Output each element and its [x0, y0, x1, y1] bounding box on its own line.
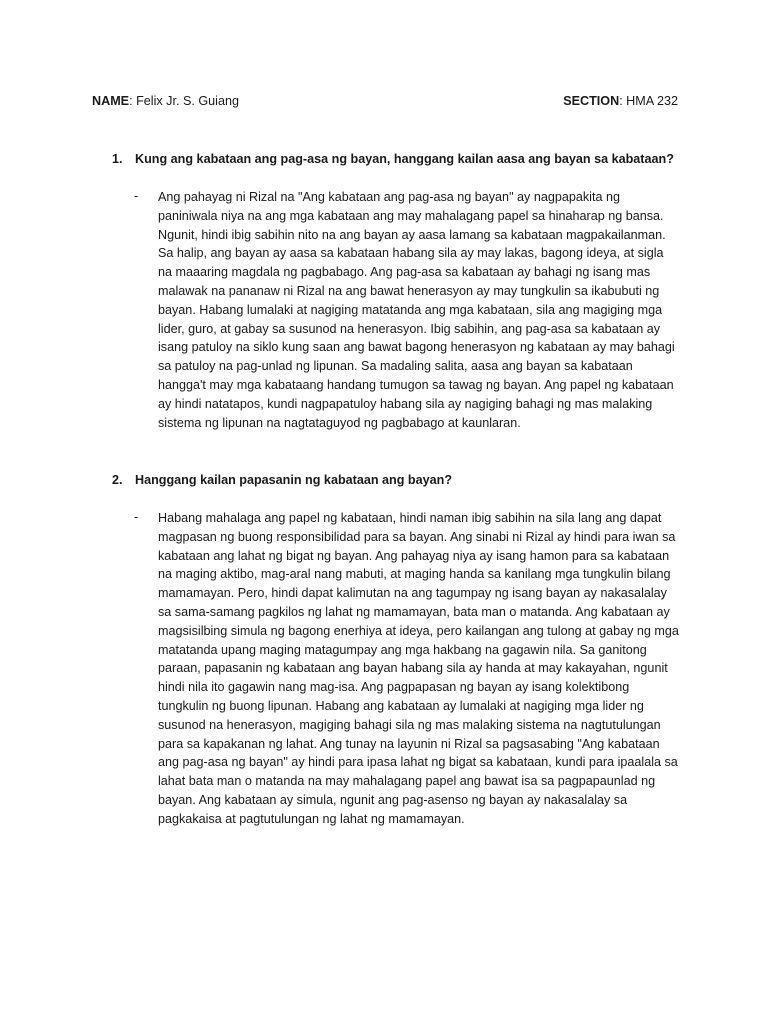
- question-2: [112, 473, 452, 487]
- question-1-number: 1.: [112, 152, 123, 166]
- section-field: [563, 94, 678, 108]
- name-label: NAME: [92, 94, 130, 108]
- question-1: [112, 152, 674, 166]
- answer-2-bullet: -: [134, 510, 139, 524]
- section-value: : HMA 232: [619, 94, 678, 108]
- question-1-text: Kung ang kabataan ang pag-asa ng bayan, hanggang kailan aasa ang bayan sa kabataan?: [135, 152, 674, 166]
- answer-1-paragraph: Ang pahayag ni Rizal na "Ang kabataan ang pag-asa ng bayan" ay nagpapakita ng paniniwala niya na ang mga kabataan ang may mahalagang papel sa hinaharap ng bansa. Ngunit, hindi ibig sabihin nito na ang bayan ay aasa lamang sa kabataan magpakailanman. Sa halip, ang bayan ay aasa sa kabataan habang sila ay may lakas, bagong ideya, at sigla na maaaring magdala ng pagbabago. Ang pag-asa sa kabataan ay bahagi ng isang mas malawak na pananaw ni Rizal na ang bawat henerasyon ay may tungkulin sa ikabubuti ng bayan. Habang lumalaki at nagiging matatanda ang mga kabataan, sila ang magiging mga lider, guro, at gabay sa susunod na henerasyon. Ibig sabihin, ang pag-asa sa kabataan ay isang patuloy na siklo kung saan ang bawat bagong henerasyon ng kabataan ay may bahagi sa patuloy na pag-unlad ng lipunan. Sa madaling salita, aasa ang bayan sa kabataan hangga't may mga kabataang handang tumugon sa tawag ng bayan. Ang papel ng kabataan ay hindi natatapos, kundi nagpapatuloy habang sila ay nagiging bahagi ng mas malaking sistema ng lipunan na nagtataguyod ng pagbabago at kaunlaran.: [158, 190, 675, 430]
- name-value: : Felix Jr. S. Guiang: [129, 94, 239, 108]
- section-label: SECTION: [563, 94, 620, 108]
- answer-2-paragraph: Habang mahalaga ang papel ng kabataan, hindi naman ibig sabihin na sila lang ang dapat magpasan ng buong responsibilidad para sa bayan. Ang sinabi ni Rizal ay hindi para iwan sa kabataan ang lahat ng bigat ng bayan. Ang pahayag niya ay isang hamon para sa kabataan na maging aktibo, mag-aral nang mabuti, at maging handa sa kanilang mga tungkulin bilang mamamayan. Pero, hindi dapat kalimutan na ang tagumpay ng isang bayan ay nakasalalay sa sama-samang pagkilos ng lahat ng mamamayan, bata man o matanda. Ang kabataan ay magsisilbing simula ng bagong enerhiya at ideya, pero kailangan ang tulong at gabay ng mga matatanda upang maging matagumpay ang mga hakbang na gagawin nila. Sa ganitong paraan, papasanin ng kabataan ang bayan habang sila ay handa at may kakayahan, ngunit hindi nila ito gagawin nang mag-isa. Ang pagpapasan ng bayan ay isang kolektibong tungkulin ng buong lipunan. Habang ang kabataan ay lumalaki at nagiging mga lider ng susunod na henerasyon, magiging bahagi sila ng mas malaking sistema na nagtutulungan para sa kapakanan ng lahat. Ang tunay na layunin ni Rizal sa pagsasabing "Ang kabataan ang pag-asa ng bayan" ay hindi para ipasa lahat ng bigat sa kabataan, kundi para ipaalala sa lahat bata man o matanda na may mahalagang papel ang bawat isa sa pagpapaunlad ng bayan. Ang kabataan ay simula, ngunit ang pag-asenso ng bayan ay nakasalalay sa pagkakaisa at pagtutulungan ng lahat ng mamamayan.: [158, 511, 679, 826]
- answer-1-bullet: -: [134, 189, 139, 203]
- header-row: [92, 94, 678, 112]
- question-2-number: 2.: [112, 473, 123, 487]
- name-field: [92, 94, 239, 108]
- question-2-text: Hanggang kailan papasanin ng kabataan ang bayan?: [135, 473, 453, 487]
